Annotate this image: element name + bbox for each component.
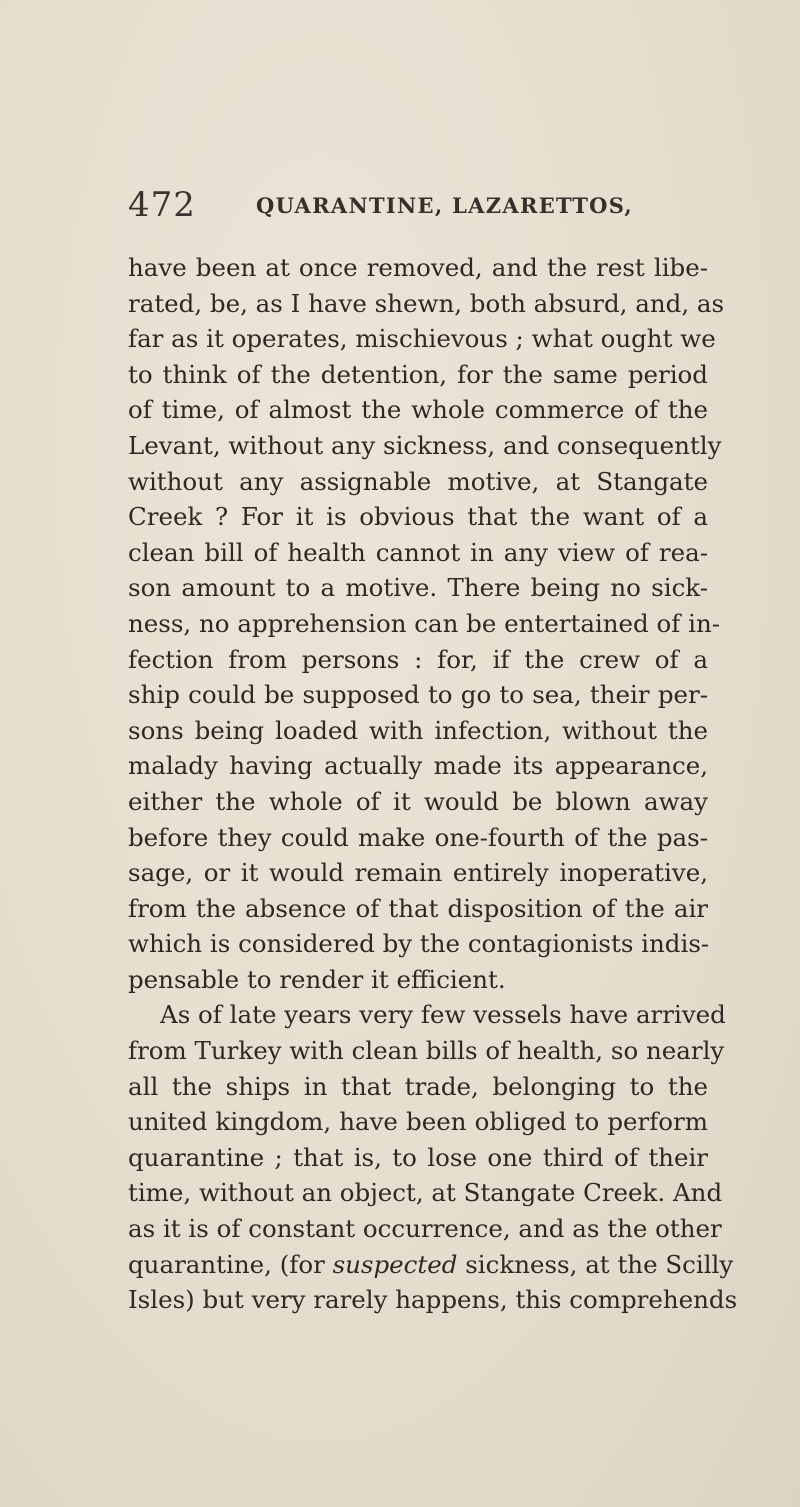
text-line: before they could make one-fourth of the pas- bbox=[128, 822, 708, 852]
text-line: sage, or it would remain entirely inoperative, bbox=[128, 858, 708, 888]
text-line: son amount to a motive. There being no sick- bbox=[128, 573, 708, 603]
text-line: malady having actually made its appearance, bbox=[128, 751, 708, 781]
paragraph-start-line: As of late years very few vessels have arrived bbox=[160, 1000, 726, 1030]
text-line: Creek ? For it is obvious that the want of a bbox=[128, 502, 708, 532]
page-number: 472 bbox=[128, 185, 196, 225]
running-head bbox=[128, 183, 708, 233]
text-line: clean bill of health cannot in any view of rea- bbox=[128, 537, 708, 567]
text-segment: sickness, at the Scilly bbox=[457, 1249, 734, 1279]
body-text bbox=[128, 250, 738, 1318]
text-line: ness, no apprehension can be entertained of in- bbox=[128, 608, 721, 638]
text-line: Isles) but very rarely happens, this comprehends bbox=[128, 1285, 738, 1315]
text-line: to think of the detention, for the same period bbox=[128, 359, 708, 389]
text-line: all the ships in that trade, belonging to the bbox=[128, 1071, 708, 1101]
book-page bbox=[128, 183, 738, 1315]
text-line: which is considered by the contagionists indis- bbox=[128, 929, 710, 959]
text-line: have been at once removed, and the rest libe- bbox=[128, 253, 708, 282]
text-line: fection from persons : for, if the crew of a bbox=[128, 644, 708, 674]
text-line: ship could be supposed to go to sea, their per- bbox=[128, 680, 708, 710]
text-line-with-italic bbox=[128, 1247, 734, 1283]
running-title: QUARANTINE, LAZARETTOS, bbox=[256, 193, 634, 218]
text-line: of time, of almost the whole commerce of the bbox=[128, 395, 708, 425]
text-segment: quarantine, (for bbox=[128, 1249, 333, 1279]
italic-word: suspected bbox=[332, 1249, 458, 1279]
text-line: either the whole of it would be blown away bbox=[128, 786, 708, 816]
text-line: quarantine ; that is, to lose one third of their bbox=[128, 1142, 708, 1172]
text-line: without any assignable motive, at Stangate bbox=[128, 466, 708, 496]
text-line: from Turkey with clean bills of health, so nearly bbox=[128, 1036, 725, 1066]
text-line: from the absence of that disposition of the air bbox=[128, 893, 708, 923]
text-line: rated, be, as I have shewn, both absurd, and, as bbox=[128, 288, 725, 318]
text-line: united kingdom, have been obliged to perform bbox=[128, 1107, 708, 1137]
paragraph-end-line: pensable to render it efficient. bbox=[128, 964, 506, 994]
text-line: time, without an object, at Stangate Creek. And bbox=[128, 1178, 723, 1208]
text-line: far as it operates, mischievous ; what ought we bbox=[128, 324, 716, 354]
text-line: as it is of constant occurrence, and as the other bbox=[128, 1214, 722, 1244]
text-line: sons being loaded with infection, without the bbox=[128, 715, 708, 745]
text-line: Levant, without any sickness, and consequently bbox=[128, 430, 722, 460]
